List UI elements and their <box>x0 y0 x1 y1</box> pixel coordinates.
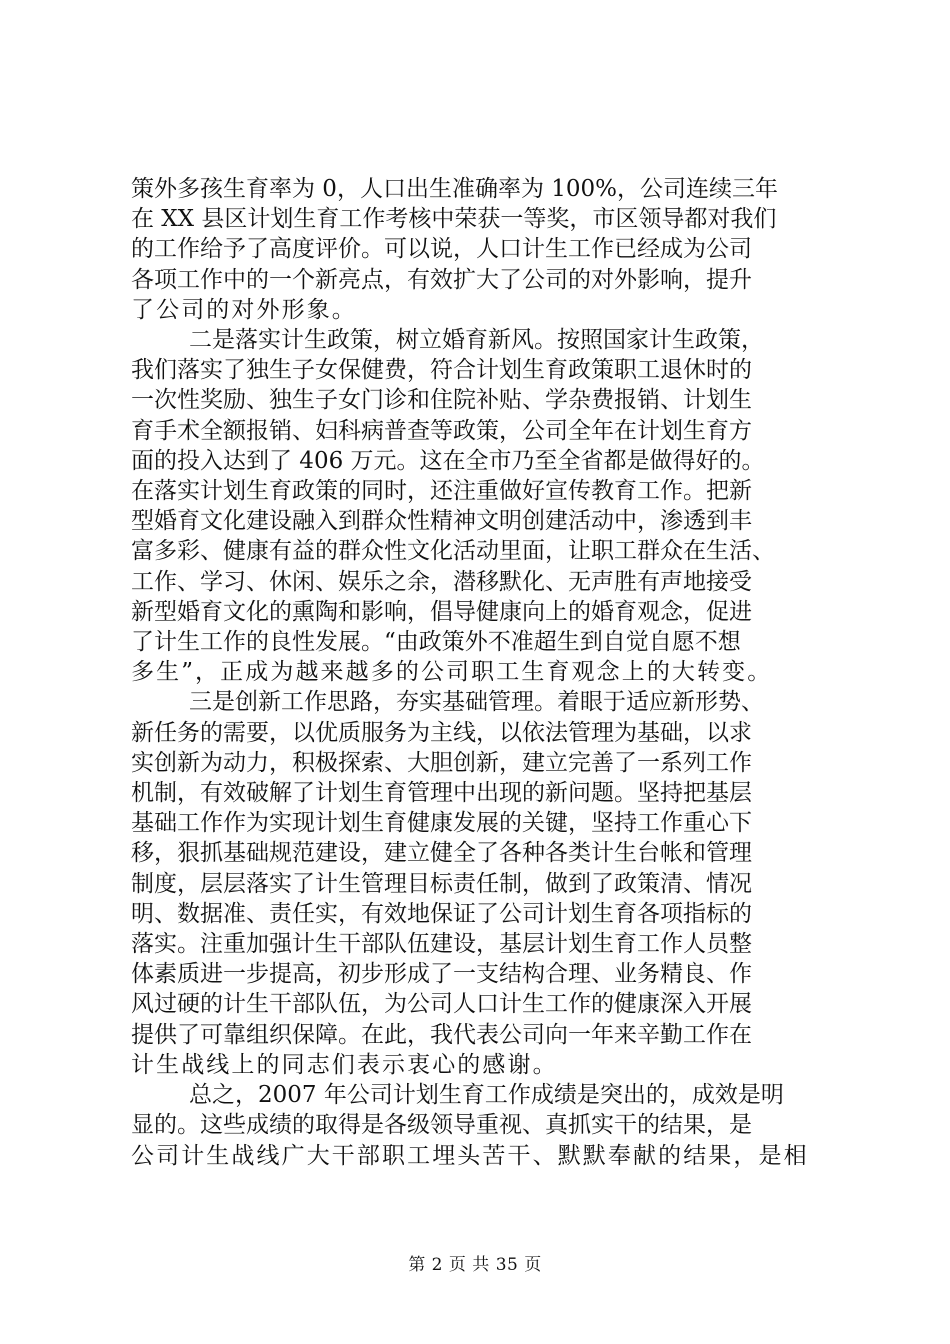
text-line: 了计生工作的良性发展。“由政策外不准超生到自觉自愿不想 <box>131 629 741 656</box>
text-line: 新型婚育文化的熏陶和影响，倡导健康向上的婚育观念，促进 <box>131 598 752 625</box>
text-line: 策外多孩生育率为 0，人口出生准确率为 100%，公司连续三年 <box>131 176 779 202</box>
text-line: 育手术全额报销、妇科病普查等政策，公司全年在计划生育方 <box>131 417 752 444</box>
text-line: 工作、学习、休闲、娱乐之余，潜移默化、无声胜有声地接受 <box>131 568 752 595</box>
paragraph <box>131 325 831 687</box>
text-line: 新任务的需要，以优质服务为主线，以依法管理为基础，以求 <box>131 719 752 746</box>
text-line: 机制，有效破解了计划生育管理中出现的新问题。坚持把基层 <box>131 780 752 807</box>
text-line: 基础工作作为实现计划生育健康发展的关键，坚持工作重心下 <box>131 810 752 837</box>
text-line: 面的投入达到了 406 万元。这在全市乃至全省都是做得好的。 <box>131 447 765 474</box>
text-line: 一次性奖励、独生子女门诊和住院补贴、学杂费报销、计划生 <box>131 387 752 414</box>
text-line: 总之，2007 年公司计划生育工作成绩是突出的，成效是明 <box>189 1082 784 1109</box>
text-line: 三是创新工作思路，夯实基础管理。着眼于适应新形势、 <box>189 689 764 716</box>
paragraph <box>131 1080 831 1171</box>
text-line: 了公司的对外形象。 <box>131 296 357 323</box>
text-line: 明、数据准、责任实，有效地保证了公司计划生育各项指标的 <box>131 900 752 927</box>
text-line: 落实。注重加强计生干部队伍建设，基层计划生育工作人员整 <box>131 931 752 958</box>
paragraph <box>131 174 831 325</box>
paragraph <box>131 687 831 1080</box>
text-line: 各项工作中的一个新亮点，有效扩大了公司的对外影响，提升 <box>131 266 752 293</box>
text-line: 移，狠抓基础规范建设，建立健全了各种各类计生台帐和管理 <box>131 840 752 867</box>
text-line: 显的。这些成绩的取得是各级领导重视、真抓实干的结果，是 <box>131 1112 752 1139</box>
text-line: 公司计生战线广大干部职工埋头苦干、默默奉献的结果，是相 <box>131 1142 809 1169</box>
text-line: 在 XX 县区计划生育工作考核中荣获一等奖，市区领导都对我们 <box>131 206 777 233</box>
text-line: 富多彩、健康有益的群众性文化活动里面，让职工群众在生活、 <box>131 538 775 565</box>
text-line: 计生战线上的同志们表示衷心的感谢。 <box>131 1051 558 1078</box>
text-line: 我们落实了独生子女保健费，符合计划生育政策职工退休时的 <box>131 357 752 384</box>
text-line: 型婚育文化建设融入到群众性精神文明创建活动中，渗透到丰 <box>131 508 752 535</box>
text-line: 二是落实计生政策，树立婚育新风。按照国家计生政策， <box>189 327 764 354</box>
text-line: 的工作给予了高度评价。可以说，人口计生工作已经成为公司 <box>131 236 752 263</box>
page-footer: 第 2 页 共 35 页 <box>408 1255 542 1275</box>
text-line: 风过硬的计生干部队伍，为公司人口计生工作的健康深入开展 <box>131 991 752 1018</box>
text-line: 体素质进一步提高，初步形成了一支结构合理、业务精良、作 <box>131 961 752 988</box>
document-body <box>131 174 831 1171</box>
text-line: 多生”，正成为越来越多的公司职工生育观念上的大转变。 <box>131 659 773 686</box>
text-line: 实创新为动力，积极探索、大胆创新，建立完善了一系列工作 <box>131 749 752 776</box>
text-line: 制度，层层落实了计生管理目标责任制，做到了政策清、情况 <box>131 870 752 897</box>
text-line: 提供了可靠组织保障。在此，我代表公司向一年来辛勤工作在 <box>131 1021 752 1048</box>
text-line: 在落实计划生育政策的同时，还注重做好宣传教育工作。把新 <box>131 478 752 505</box>
